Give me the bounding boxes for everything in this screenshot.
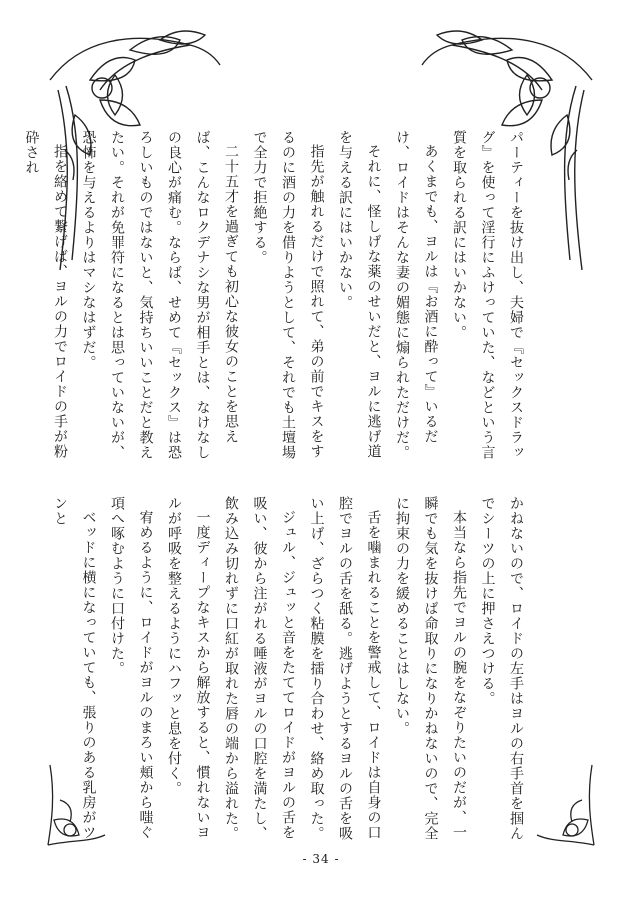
paragraph: ベッドに横になっていても、張りのある乳房がツンと [52, 496, 97, 840]
paragraph: 指を絡めて繋げば、ヨルの力でロイドの手が粉砕され [23, 130, 68, 459]
paragraph: あくまでも、ヨルは『お酒に酔って』いるだけ、ロイドはそんな妻の媚態に煽られただけだ。 [394, 130, 439, 460]
paragraph: 指先が触れるだけで照れて、弟の前でキスをするのに酒の力を借りようとして、それでも土壇場で全力で拒絶する。 [251, 130, 325, 460]
text-block-top [17, 130, 530, 460]
text-block-bottom [46, 496, 531, 848]
paragraph: それに、怪しげな薬のせいだと、ヨルに逃げ道を与える訳にはいかない。 [337, 130, 382, 459]
paragraph: 本当なら指先でヨルの腕をなぞりたいのだが、一瞬でも気を抜けば命取りになりかねないので、完全に拘束の力を緩めることはしない。 [394, 496, 467, 841]
paragraph: 舌を噛まれることを警戒して、ロイドは自身の口腔でヨルの舌を舐る。逃げようとするヨルの舌を吸い上げ、ざらつく粘膜を擂り合わせ、絡め取った。 [308, 496, 382, 841]
paragraph: パーティーを抜け出し、夫婦で『セックスドラッグ』を使って淫行にふけっていた、などという言質を取られる訳にはいかない。 [451, 130, 524, 460]
paragraph: 宥めるように、ロイドがヨルのまろい頬から嗤ぐ項へ啄むように口付けた。 [109, 496, 154, 840]
paragraph: 一度ディープなキスから解放すると、慣れないヨルが呼吸を整えるようにハフッと息を付く。 [166, 496, 211, 840]
paragraph: 二十五才を過ぎても初心な彼女のことを思えば、こんなロクデナシな男が相手とは、なけなしの良心が痛む。ならば、せめて『セックス』は恐ろしいものではないと、気持ちいいことだと教えたい。それが免罪符になるとは思っていないが、恐怖を与えるよりはマシなはずだ。 [80, 130, 239, 460]
paragraph: ジュル、ジュッと音をたててロイドがヨルの舌を吸い、彼から注がれる唾液がヨルの口腔を満たし、飲み込み切れずに口紅が取れた唇の端から溢れた。 [223, 496, 296, 841]
paragraph: かねないので、ロイドの左手はヨルの右手首を掴んでシーツの上に押さえつける。 [479, 496, 524, 841]
page-number: - 34 - [302, 852, 340, 866]
corner-ornament-bottom-right [532, 760, 602, 850]
